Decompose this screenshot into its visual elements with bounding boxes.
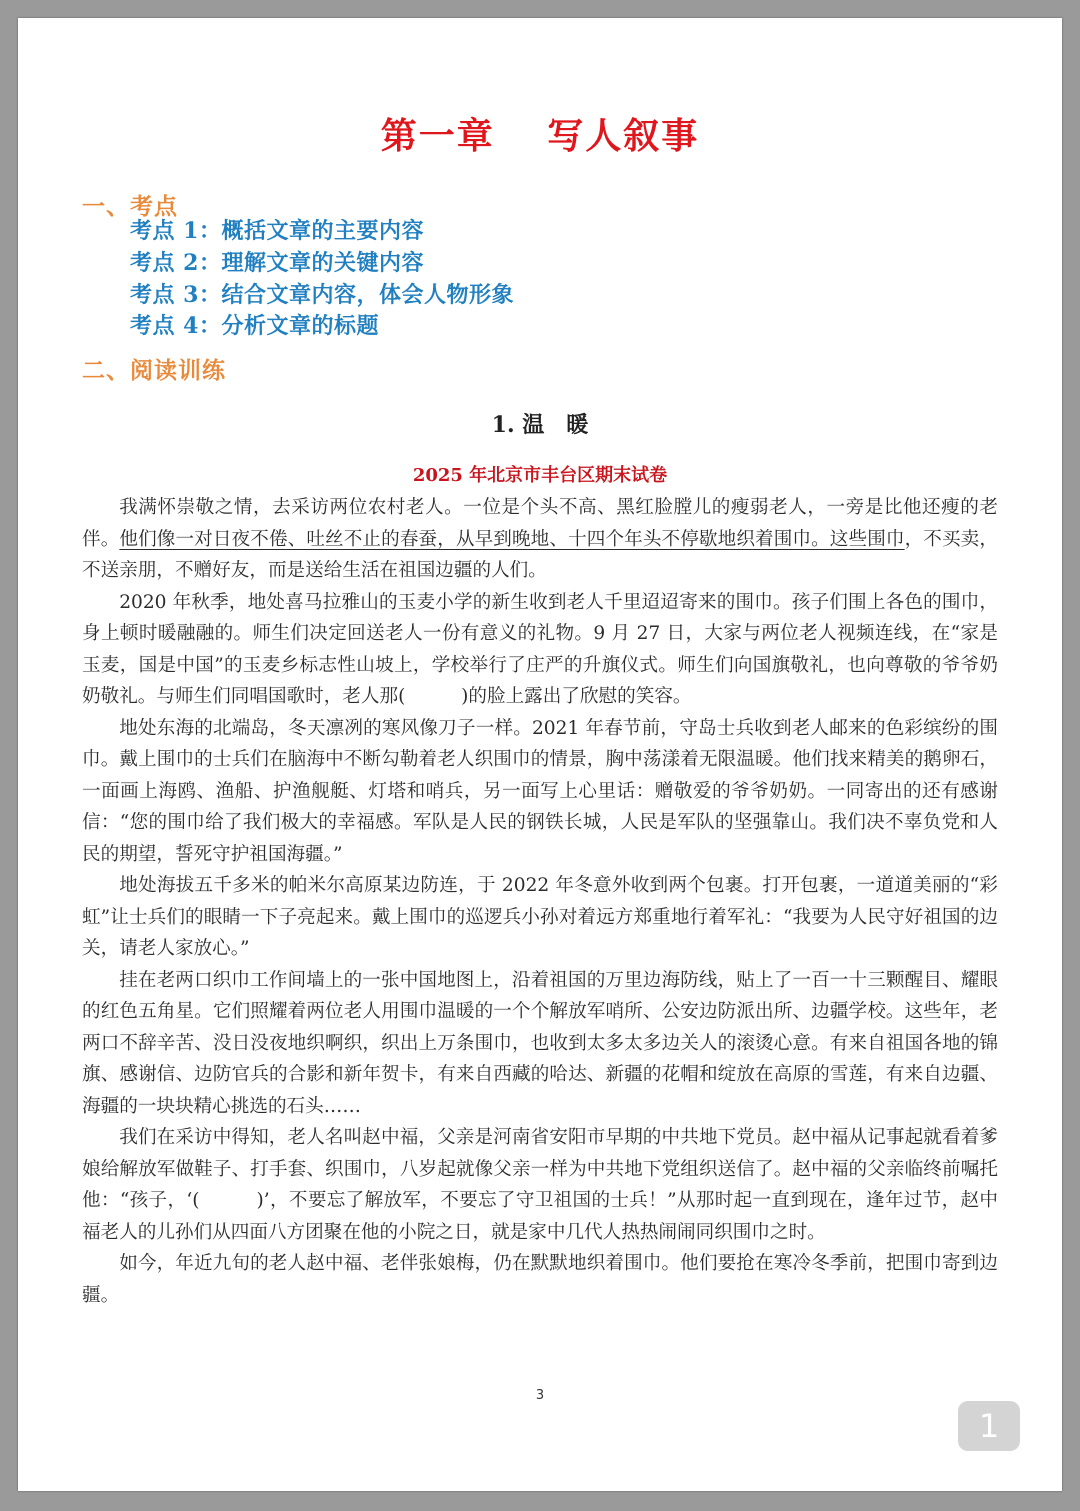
chapter-title: 第一章 写人叙事 bbox=[380, 115, 700, 157]
article-body bbox=[82, 492, 998, 1311]
page-indicator-badge[interactable]: 1 bbox=[958, 1401, 1020, 1451]
paragraph-5: 挂在老两口织巾工作间墙上的一张中国地图上，沿着祖国的万里边海防线，贴上了一百一十三颗醒目、耀眼的红色五角星。它们照耀着两位老人用围巾温暖的一个个解放军哨所、公安边防派出所、边疆学校。这些年，老两口不辞辛苦、没日没夜地织啊织，织出上万条围巾，也收到太多太多边关人的滚烫心意。有来自祖国各地的锦旗、感谢信、边防官兵的合影和新年贺卡，有来自西藏的哈达、新疆的花帽和绽放在高原的雪莲，有来自边疆、海疆的一块块精心挑选的石头…… bbox=[82, 969, 998, 1117]
kaodian-item-3: 考点 3：结合文章内容，体会人物形象 bbox=[130, 282, 514, 308]
exam-source: 2025 年北京市丰台区期末试卷 bbox=[412, 465, 668, 486]
paragraph-6: 我们在采访中得知，老人名叫赵中福，父亲是河南省安阳市早期的中共地下党员。赵中福从记事起就看着爹娘给解放军做鞋子、打手套、织围巾，八岁起就像父亲一样为中共地下党组织送信了。赵中福的父亲临终前嘱托他：“孩子，‘( )’，不要忘了解放军，不要忘了守卫祖国的士兵！”从那时起一直到现在，逢年过节，赵中福老人的儿孙们从四面八方团聚在他的小院之日，就是家中几代人热热闹闹同织围巾之时。 bbox=[82, 1127, 998, 1243]
kaodian-item-1: 考点 1：概括文章的主要内容 bbox=[130, 218, 424, 244]
page-number: 3 bbox=[535, 1388, 545, 1403]
paragraph-4: 地处海拔五千多米的帕米尔高原某边防连，于 2022 年冬意外收到两个包裹。打开包裹，一道道美丽的“彩虹”让士兵们的眼睛一下子亮起来。戴上围巾的巡逻兵小孙对着远方郑重地行着军礼：“我要为人民守好祖国的边关，请老人家放心。” bbox=[82, 875, 998, 959]
article-title: 1. 温 暖 bbox=[491, 412, 589, 438]
paragraph-1-end: ，不买卖，不送亲朋，不赠好友，而是送给生活在祖国边疆的人们。 bbox=[82, 528, 998, 581]
paragraph-1-start: 我满怀崇敬之情，去采访两位农村老人。一位是个头不高、黑红脸膛儿的瘦弱老人，一旁是比他还瘦的老伴。 bbox=[82, 497, 998, 550]
kaodian-item-4: 考点 4：分析文章的标题 bbox=[130, 313, 379, 339]
section-heading-kaodian: 一、考点 bbox=[82, 193, 178, 220]
kaodian-item-2: 考点 2：理解文章的关键内容 bbox=[130, 250, 424, 276]
document-page bbox=[18, 18, 1062, 1491]
underlined-sentence: 他们像一对日夜不倦、吐丝不止的春蚕，从早到晚地、十四个年头不停歇地织着围巾。这些围巾 bbox=[119, 528, 905, 550]
paragraph-1 bbox=[82, 492, 998, 587]
paragraph-2: 2020 年秋季，地处喜马拉雅山的玉麦小学的新生收到老人千里迢迢寄来的围巾。孩子们围上各色的围巾，身上顿时暖融融的。师生们决定回送老人一份有意义的礼物。9 月 27 日，大家与两位老人视频连线，在“家是玉麦，国是中国”的玉麦乡标志性山坡上，学校举行了庄严的升旗仪式。师生们向国旗敬礼，也向尊敬的爷爷奶奶敬礼。与师生们同唱国歌时，老人那( )的脸上露出了欣慰的笑容。 bbox=[82, 591, 998, 707]
paragraph-7: 如今，年近九旬的老人赵中福、老伴张娘梅，仍在默默地织着围巾。他们要抢在寒冷冬季前，把围巾寄到边疆。 bbox=[82, 1253, 998, 1306]
paragraph-3: 地处东海的北端岛，冬天凛冽的寒风像刀子一样。2021 年春节前，守岛士兵收到老人邮来的色彩缤纷的围巾。戴上围巾的士兵们在脑海中不断勾勒着老人织围巾的情景，胸中荡漾着无限温暖。他们找来精美的鹅卵石，一面画上海鸥、渔船、护渔舰艇、灯塔和哨兵，另一面写上心里话：赠敬爱的爷爷奶奶。一同寄出的还有感谢信：“您的围巾给了我们极大的幸福感。军队是人民的钢铁长城，人民是军队的坚强靠山。我们决不辜负党和人民的期望，誓死守护祖国海疆。” bbox=[82, 717, 998, 865]
section-heading-reading: 二、阅读训练 bbox=[82, 357, 226, 384]
